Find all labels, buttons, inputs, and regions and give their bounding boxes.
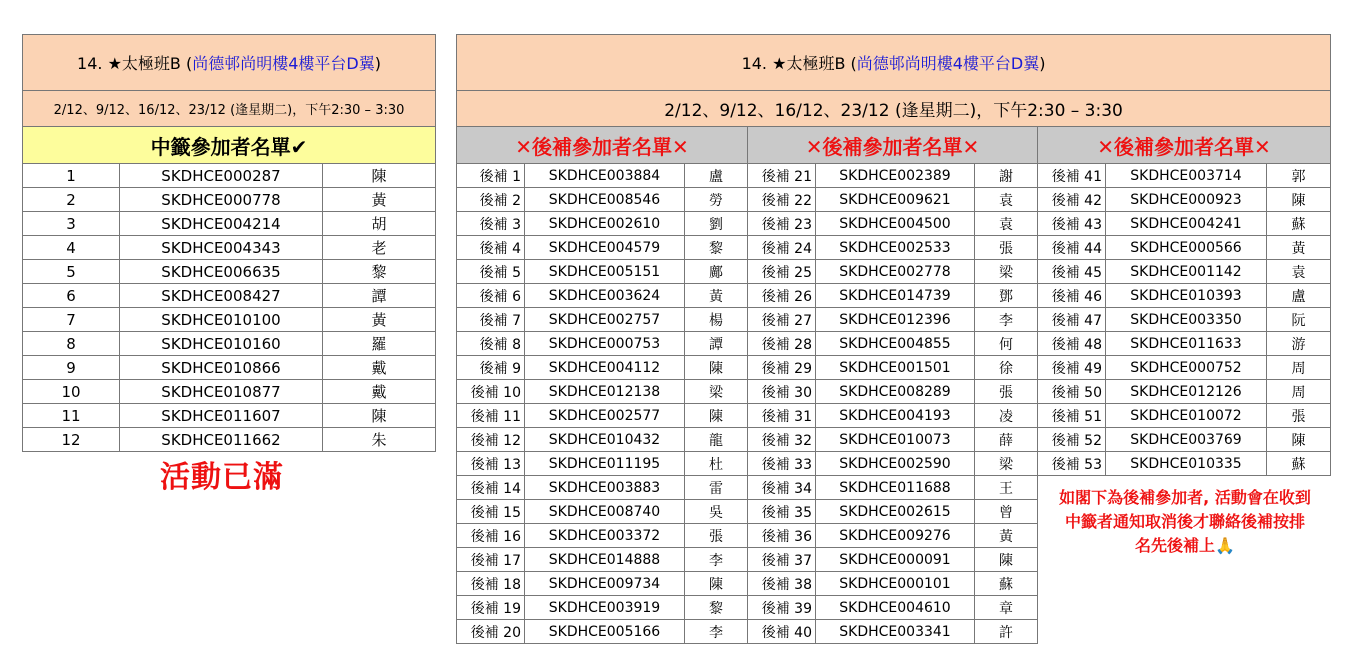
row-number: 5: [23, 260, 120, 284]
waitlist-number: 後補 35: [748, 500, 816, 524]
member-id: SKDHCE001501: [816, 356, 975, 380]
member-surname: 蘇: [1267, 212, 1331, 236]
member-id: SKDHCE014739: [816, 284, 975, 308]
empty-cell: [1038, 620, 1331, 644]
course-title-suffix: ): [1039, 54, 1046, 73]
table-row: [457, 404, 1331, 428]
member-id: SKDHCE008289: [816, 380, 975, 404]
waitlist-number: 後補 50: [1038, 380, 1106, 404]
close-x-icon: ✕: [1097, 134, 1115, 159]
waitlist-number: 後補 36: [748, 524, 816, 548]
row-number: 3: [23, 212, 120, 236]
course-title: [23, 35, 436, 91]
member-surname: 陳: [685, 356, 748, 380]
course-title: [457, 35, 1331, 91]
member-surname: 黎: [685, 596, 748, 620]
member-surname: 劉: [685, 212, 748, 236]
member-id: SKDHCE010393: [1106, 284, 1267, 308]
waitlist-number: 後補 31: [748, 404, 816, 428]
waitlist-number: 後補 52: [1038, 428, 1106, 452]
member-id: SKDHCE004214: [120, 212, 323, 236]
table-row: [457, 260, 1331, 284]
member-id: SKDHCE003624: [525, 284, 685, 308]
member-surname: 楊: [685, 308, 748, 332]
member-id: SKDHCE014888: [525, 548, 685, 572]
waitlist-number: 後補 10: [457, 380, 525, 404]
member-surname: 李: [685, 548, 748, 572]
waitlist-number: 後補 9: [457, 356, 525, 380]
member-id: SKDHCE004579: [525, 236, 685, 260]
close-x-icon: ✕: [672, 134, 689, 159]
member-id: SKDHCE012126: [1106, 380, 1267, 404]
row-number: 11: [23, 404, 120, 428]
member-surname: 梁: [975, 452, 1038, 476]
member-surname: 李: [685, 620, 748, 644]
member-surname: 老: [323, 236, 436, 260]
member-id: SKDHCE010073: [816, 428, 975, 452]
member-surname: 羅: [323, 332, 436, 356]
member-surname: 雷: [685, 476, 748, 500]
note-line-3-wrap: [1040, 534, 1330, 558]
member-id: SKDHCE000101: [816, 572, 975, 596]
waitlist-number: 後補 30: [748, 380, 816, 404]
course-venue: 尚德邨尚明樓4樓平台D翼: [192, 54, 375, 73]
member-id: SKDHCE002757: [525, 308, 685, 332]
waitlist-number: 後補 51: [1038, 404, 1106, 428]
table-row: [23, 332, 436, 356]
member-id: SKDHCE010877: [120, 380, 323, 404]
member-id: SKDHCE004855: [816, 332, 975, 356]
course-venue: 尚德邨尚明樓4樓平台D翼: [856, 54, 1040, 73]
table-row: [457, 188, 1331, 212]
member-id: SKDHCE000752: [1106, 356, 1267, 380]
member-surname: 陳: [685, 572, 748, 596]
waitlist-number: 後補 34: [748, 476, 816, 500]
table-row: [457, 620, 1331, 644]
table-row: [23, 188, 436, 212]
member-surname: 張: [975, 380, 1038, 404]
table-row: [23, 212, 436, 236]
waitlist-number: 後補 42: [1038, 188, 1106, 212]
waitlist-number: 後補 32: [748, 428, 816, 452]
member-id: SKDHCE005151: [525, 260, 685, 284]
waitlist-number: 後補 53: [1038, 452, 1106, 476]
close-x-icon: ✕: [962, 134, 980, 159]
row-number: 6: [23, 284, 120, 308]
member-id: SKDHCE003884: [525, 164, 685, 188]
waitlist-number: 後補 22: [748, 188, 816, 212]
member-surname: 袁: [975, 188, 1038, 212]
waitlist-number: 後補 4: [457, 236, 525, 260]
member-surname: 戴: [323, 380, 436, 404]
member-id: SKDHCE010100: [120, 308, 323, 332]
member-id: SKDHCE010866: [120, 356, 323, 380]
member-surname: 戴: [323, 356, 436, 380]
member-id: SKDHCE009276: [816, 524, 975, 548]
waitlist-number: 後補 2: [457, 188, 525, 212]
member-surname: 鄺: [685, 260, 748, 284]
waitlist-header-2: [748, 127, 1038, 164]
course-title-prefix: 14. ★太極班B (: [77, 54, 193, 73]
waitlist-number: 後補 11: [457, 404, 525, 428]
member-surname: 梁: [975, 260, 1038, 284]
member-id: SKDHCE011662: [120, 428, 323, 452]
row-number: 12: [23, 428, 120, 452]
table-row: [23, 260, 436, 284]
member-surname: 陳: [323, 164, 436, 188]
member-id: SKDHCE004500: [816, 212, 975, 236]
member-surname: 陳: [1267, 428, 1331, 452]
member-id: SKDHCE002590: [816, 452, 975, 476]
table-row: [23, 356, 436, 380]
table-row: [23, 308, 436, 332]
selected-list-label: 中籤參加者名單: [150, 134, 291, 159]
member-surname: 陳: [685, 404, 748, 428]
table-row: [23, 380, 436, 404]
check-icon: ✔: [290, 134, 308, 159]
course-dates: 2/12、9/12、16/12、23/12 (逢星期二)，下午2:30 – 3:30: [23, 91, 436, 127]
waitlist-number: 後補 21: [748, 164, 816, 188]
member-id: SKDHCE000778: [120, 188, 323, 212]
member-id: SKDHCE012138: [525, 380, 685, 404]
table-row: [23, 164, 436, 188]
member-surname: 鄧: [975, 284, 1038, 308]
member-surname: 袁: [1267, 260, 1331, 284]
member-id: SKDHCE000287: [120, 164, 323, 188]
member-id: SKDHCE008427: [120, 284, 323, 308]
empty-cell: [1038, 596, 1331, 620]
course-title-suffix: ): [374, 54, 381, 73]
waitlist-number: 後補 13: [457, 452, 525, 476]
note-line-3: 名先後補上: [1135, 536, 1216, 555]
member-surname: 阮: [1267, 308, 1331, 332]
member-id: SKDHCE003919: [525, 596, 685, 620]
waitlist-header-3: [1038, 127, 1331, 164]
member-surname: 游: [1267, 332, 1331, 356]
member-surname: 黃: [975, 524, 1038, 548]
table-row: [23, 404, 436, 428]
member-id: SKDHCE000923: [1106, 188, 1267, 212]
member-surname: 陳: [1267, 188, 1331, 212]
waitlist-number: 後補 15: [457, 500, 525, 524]
waitlist-number: 後補 41: [1038, 164, 1106, 188]
waitlist-number: 後補 17: [457, 548, 525, 572]
table-row: [457, 452, 1331, 476]
member-id: SKDHCE010335: [1106, 452, 1267, 476]
member-surname: 黃: [323, 188, 436, 212]
waitlist-number: 後補 27: [748, 308, 816, 332]
member-id: SKDHCE002389: [816, 164, 975, 188]
waitlist-label: 後補參加者名單: [532, 134, 672, 159]
course-title-prefix: 14. ★太極班B (: [741, 54, 857, 73]
close-x-icon: ✕: [515, 134, 532, 159]
table-row: [457, 212, 1331, 236]
member-id: SKDHCE003714: [1106, 164, 1267, 188]
course-dates: 2/12、9/12、16/12、23/12 (逢星期二)，下午2:30 – 3:30: [457, 91, 1331, 127]
member-surname: 黎: [323, 260, 436, 284]
member-id: SKDHCE012396: [816, 308, 975, 332]
member-id: SKDHCE003883: [525, 476, 685, 500]
member-surname: 凌: [975, 404, 1038, 428]
table-row: [457, 596, 1331, 620]
table-row: [457, 308, 1331, 332]
waitlist-number: 後補 46: [1038, 284, 1106, 308]
row-number: 2: [23, 188, 120, 212]
member-surname: 許: [975, 620, 1038, 644]
member-id: SKDHCE011688: [816, 476, 975, 500]
member-id: SKDHCE000091: [816, 548, 975, 572]
member-id: SKDHCE009621: [816, 188, 975, 212]
member-surname: 薛: [975, 428, 1038, 452]
table-row: [457, 380, 1331, 404]
table-row: [457, 356, 1331, 380]
member-surname: 周: [1267, 380, 1331, 404]
row-number: 9: [23, 356, 120, 380]
waitlist-number: 後補 8: [457, 332, 525, 356]
member-surname: 譚: [323, 284, 436, 308]
member-surname: 王: [975, 476, 1038, 500]
member-id: SKDHCE000566: [1106, 236, 1267, 260]
waitlist-number: 後補 48: [1038, 332, 1106, 356]
table-row: [457, 332, 1331, 356]
waitlist-number: 後補 37: [748, 548, 816, 572]
waitlist-number: 後補 20: [457, 620, 525, 644]
member-surname: 黃: [323, 308, 436, 332]
member-id: SKDHCE003769: [1106, 428, 1267, 452]
waitlist-number: 後補 3: [457, 212, 525, 236]
praying-hands-icon: 🙏: [1215, 536, 1235, 555]
member-surname: 龍: [685, 428, 748, 452]
table-row: [23, 428, 436, 452]
member-id: SKDHCE011195: [525, 452, 685, 476]
waitlist-number: 後補 29: [748, 356, 816, 380]
waitlist-number: 後補 6: [457, 284, 525, 308]
member-surname: 張: [685, 524, 748, 548]
selected-list-header: [23, 127, 436, 164]
member-id: SKDHCE002615: [816, 500, 975, 524]
waitlist-number: 後補 33: [748, 452, 816, 476]
member-surname: 杜: [685, 452, 748, 476]
member-surname: 譚: [685, 332, 748, 356]
member-id: SKDHCE003372: [525, 524, 685, 548]
member-surname: 曾: [975, 500, 1038, 524]
member-id: SKDHCE002577: [525, 404, 685, 428]
table-row: [457, 428, 1331, 452]
waitlist-number: 後補 28: [748, 332, 816, 356]
member-surname: 黎: [685, 236, 748, 260]
member-surname: 章: [975, 596, 1038, 620]
member-id: SKDHCE004610: [816, 596, 975, 620]
activity-full-notice: 活動已滿: [160, 460, 284, 495]
table-row: [23, 236, 436, 260]
waitlist-number: 後補 24: [748, 236, 816, 260]
member-surname: 吳: [685, 500, 748, 524]
close-x-icon: ✕: [805, 134, 823, 159]
waitlist-number: 後補 43: [1038, 212, 1106, 236]
member-id: SKDHCE008740: [525, 500, 685, 524]
waitlist-number: 後補 45: [1038, 260, 1106, 284]
waitlist-note: [1040, 486, 1330, 558]
member-surname: 黃: [1267, 236, 1331, 260]
row-number: 8: [23, 332, 120, 356]
member-surname: 胡: [323, 212, 436, 236]
member-id: SKDHCE004241: [1106, 212, 1267, 236]
member-surname: 張: [1267, 404, 1331, 428]
table-row: [457, 164, 1331, 188]
waitlist-header-1: [457, 127, 748, 164]
member-id: SKDHCE002610: [525, 212, 685, 236]
waitlist-number: 後補 38: [748, 572, 816, 596]
member-surname: 謝: [975, 164, 1038, 188]
member-surname: 陳: [323, 404, 436, 428]
member-id: SKDHCE011633: [1106, 332, 1267, 356]
member-surname: 蘇: [975, 572, 1038, 596]
member-surname: 盧: [1267, 284, 1331, 308]
waitlist-number: 後補 47: [1038, 308, 1106, 332]
member-surname: 袁: [975, 212, 1038, 236]
member-id: SKDHCE003350: [1106, 308, 1267, 332]
waitlist-number: 後補 16: [457, 524, 525, 548]
member-id: SKDHCE010072: [1106, 404, 1267, 428]
waitlist-number: 後補 26: [748, 284, 816, 308]
member-id: SKDHCE002778: [816, 260, 975, 284]
row-number: 10: [23, 380, 120, 404]
waitlist-number: 後補 14: [457, 476, 525, 500]
table-row: [457, 236, 1331, 260]
member-id: SKDHCE009734: [525, 572, 685, 596]
waitlist-number: 後補 44: [1038, 236, 1106, 260]
member-id: SKDHCE004343: [120, 236, 323, 260]
member-surname: 勞: [685, 188, 748, 212]
member-surname: 張: [975, 236, 1038, 260]
member-surname: 蘇: [1267, 452, 1331, 476]
member-surname: 郭: [1267, 164, 1331, 188]
note-line-1: 如閣下為後補參加者, 活動會在收到: [1059, 488, 1311, 507]
member-surname: 徐: [975, 356, 1038, 380]
waitlist-number: 後補 40: [748, 620, 816, 644]
note-line-2: 中籤者通知取消後才聯絡後補按排: [1064, 512, 1305, 531]
member-id: SKDHCE011607: [120, 404, 323, 428]
waitlist-number: 後補 18: [457, 572, 525, 596]
table-row: [457, 284, 1331, 308]
member-id: SKDHCE010432: [525, 428, 685, 452]
member-surname: 黃: [685, 284, 748, 308]
row-number: 1: [23, 164, 120, 188]
waitlist-label: 後補參加者名單: [1114, 134, 1255, 159]
member-surname: 梁: [685, 380, 748, 404]
table-row: [23, 284, 436, 308]
table-row: [457, 572, 1331, 596]
member-surname: 陳: [975, 548, 1038, 572]
member-id: SKDHCE000753: [525, 332, 685, 356]
member-id: SKDHCE001142: [1106, 260, 1267, 284]
waitlist-number: 後補 39: [748, 596, 816, 620]
row-number: 7: [23, 308, 120, 332]
member-id: SKDHCE003341: [816, 620, 975, 644]
waitlist-number: 後補 49: [1038, 356, 1106, 380]
member-id: SKDHCE008546: [525, 188, 685, 212]
member-id: SKDHCE002533: [816, 236, 975, 260]
member-surname: 何: [975, 332, 1038, 356]
member-surname: 李: [975, 308, 1038, 332]
row-number: 4: [23, 236, 120, 260]
member-surname: 周: [1267, 356, 1331, 380]
member-id: SKDHCE010160: [120, 332, 323, 356]
waitlist-number: 後補 1: [457, 164, 525, 188]
waitlist-label: 後補參加者名單: [822, 134, 963, 159]
close-x-icon: ✕: [1254, 134, 1271, 159]
waitlist-number: 後補 25: [748, 260, 816, 284]
member-id: SKDHCE006635: [120, 260, 323, 284]
member-id: SKDHCE005166: [525, 620, 685, 644]
member-id: SKDHCE004112: [525, 356, 685, 380]
waitlist-number: 後補 23: [748, 212, 816, 236]
selected-participants-table: [22, 34, 436, 452]
member-id: SKDHCE004193: [816, 404, 975, 428]
member-surname: 盧: [685, 164, 748, 188]
waitlist-number: 後補 19: [457, 596, 525, 620]
empty-cell: [1038, 572, 1331, 596]
member-surname: 朱: [323, 428, 436, 452]
waitlist-number: 後補 5: [457, 260, 525, 284]
waitlist-number: 後補 12: [457, 428, 525, 452]
waitlist-number: 後補 7: [457, 308, 525, 332]
